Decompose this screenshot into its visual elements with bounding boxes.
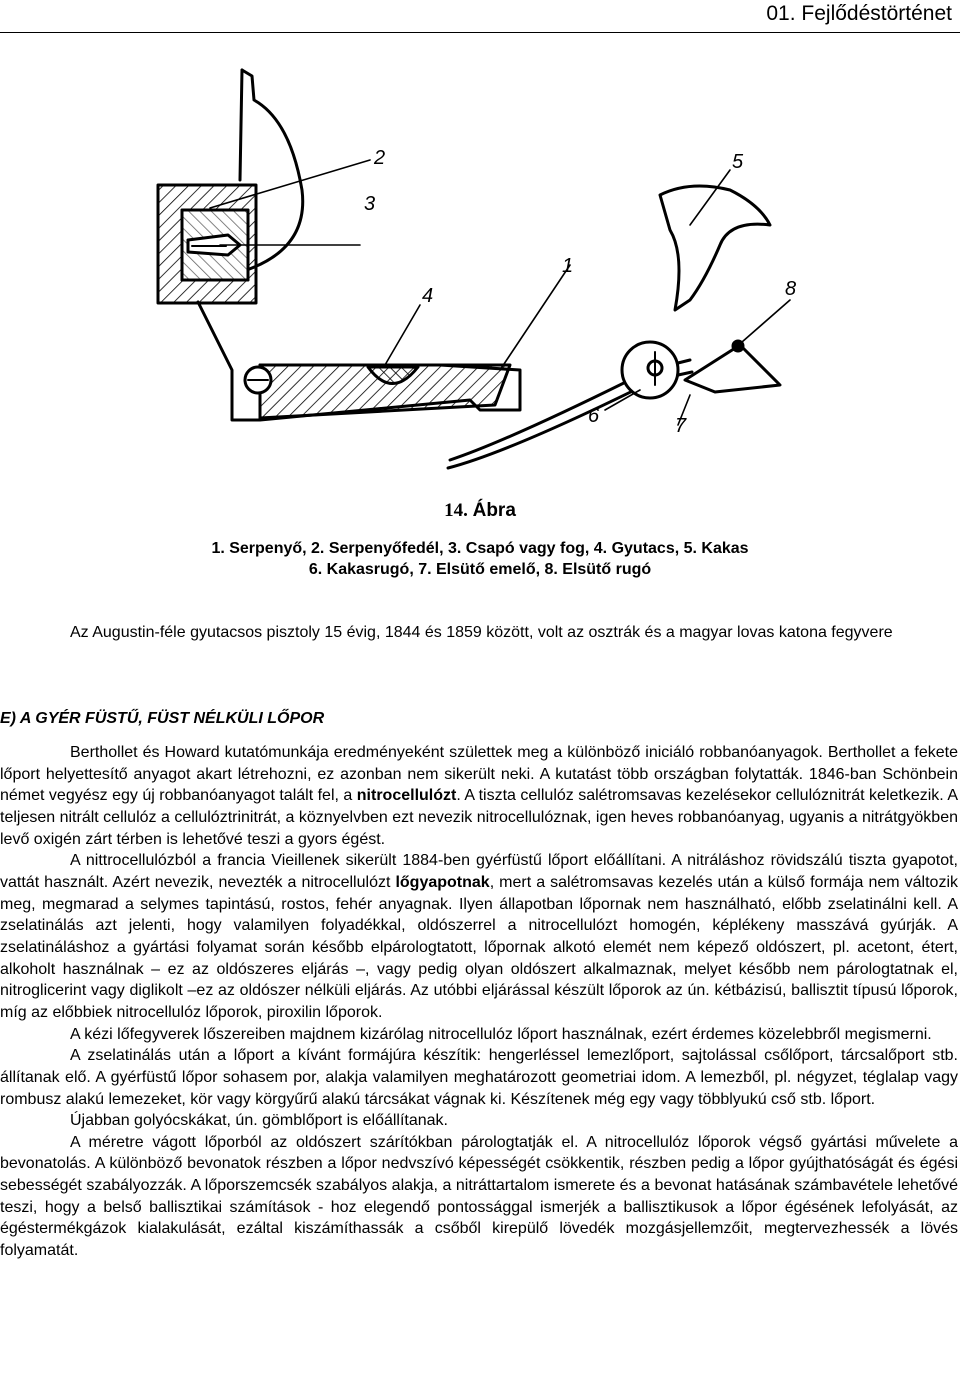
paragraph-6: A méretre vágott lőporból az oldószert szárítókban párologtatják el. A nitrocellulóz lőporok végső gyártási művelete a bevonatolás. A különböző bevonatok részben a lőpor nedvszívó képességét csökkentik, részben pedig a lőpor gyújthatóságát és égési sebességét szabályozzák. A lőporszemcsék szabályos alakja, a nitráttartalom ismerete és a bevonat hatásának számbavétele lehetővé teszi, hogy a belső ballisztikai számítások - hoz elegendő pontossággal ismerjék a ballisztikusok a lőpor égésének lefolyását, az égéstermékgázok kialakulását, ezáltal kiszámíthassák a csőből kirepülő lövedék mozgásjellemzőit, megtervezhessék a lövés folyamatát. [0,1133,958,1260]
paragraph-5: Újabban golyócskákat, ún. gömblőport is előállítanak. [70,1112,448,1130]
header-rule [0,32,960,33]
callout-6: 6 [588,405,600,427]
paragraph-4: A zselatinálás után a lőport a kívánt formájúra készítik: hengerléssel lemezlőport, sajtolással csőlőport, tárcsalőport stb. állítanak elő. A gyérfüstű lőpor sohasem por, alakja valamilyen meghatározott geometriai idom. A lemezből, pl. négyzet, téglalap vagy rombusz alakú lemezeket, kör vagy körgyűrű alakú tárcsákat vágnak ki. Készítenek még egy vagy többlyukú cső stb. lőport. [0,1047,958,1108]
figure-caption: Az Augustin-féle gyutacsos pisztoly 15 évig, 1844 és 1859 között, volt az osztrák és a magyar lovas katona fegyvere [70,624,893,641]
figure-label: Ábra [472,500,516,521]
legend-line-1: 1. Serpenyő, 2. Serpenyőfedél, 3. Csapó vagy fog, 4. Gyutacs, 5. Kakas [211,540,749,557]
callout-7: 7 [675,415,687,437]
callout-3: 3 [364,193,376,215]
callout-1: 1 [562,255,574,277]
paragraph-2: A nittrocellulózból a francia Vieillenek sikerült 1884-ben gyérfüstű lőport előállítani. A nitráláshoz rövidszálú tiszta gyapotot, vattát használt. Azért nevezik, nevezték a nitrocellulózt lőgyapotnak, mert a salétromsavas kezelés után a külső formája nem változik meg, megmarad a selymes tapintású, rostos, fehér anyagnak. Ilyen állapotban lőpornak nem használható, előbb zselatinálni kell. A zselatinálás azt jelenti, hogy valamilyen folyadékkal, oldószerrel a nitrocellulózt homogén, képlékeny masszává gyúrják. A zselatináláshoz a gyártási folyamat során később elpárologtatott, lőpornak alkotó elemét nem képező oldószert, pl. acetont, étert, alkoholt használnak – ez az oldószeres eljárás –, vagy pedig olyan oldószert alkalmaznak, melyet később nem párologtatnak el, nitroglicerint vagy diglikolt –ez az oldószer nélküli eljárás. Az utóbbi eljárással készült lőporok az ún. kétbázisú, ballisztit típusú lőporok, míg az előbbiek nitrocellulóz lőporok, piroxilin lőporok. [0,852,959,1021]
figure-number: 14. [444,500,468,521]
figure-legend [0,538,960,580]
pan-cover-stem [240,70,242,180]
callout-2: 2 [374,147,386,169]
figure-title [0,500,960,522]
hammer-part [660,186,770,310]
trigger-spring [685,345,780,392]
section-heading: E) A GYÉR FÜSTŰ, FÜST NÉLKÜLI LŐPOR [0,710,325,727]
callout-4: 4 [422,285,434,307]
callout-5: 5 [732,151,744,173]
chapter-header: 01. Fejlődéstörténet [766,2,952,25]
paragraph-3: A kézi lőfegyverek lőszereiben majdnem kizárólag nitrocellulóz lőport használnak, ezért érdemes közelebbről megismerni. [70,1025,932,1043]
legend-line-2: 6. Kakasrugó, 7. Elsütő emelő, 8. Elsütő rugó [308,561,652,578]
callout-8: 8 [785,278,797,300]
bold-term-logyapot: lőgyapotnak [395,873,490,891]
pistol-mechanism-drawing [130,40,850,500]
bold-term-nitrocellulozt: nitrocellulózt [356,787,457,805]
body-text [0,742,958,1262]
paragraph-1: Berthollet és Howard kutatómunkája eredményeként születtek meg a különböző iniciáló robbanóanyagok. Berthollet a fekete lőport helyettesítő anyagot akart létrehozni, ez azonban nem sikerült neki. A kutatást több országban folytatták. 1846-ban Schönbein német vegyész egy új robbanóanyagot talált fel, a nitrocellulózt. A tiszta cellulóz salétromsavas kezelésekor cellulóznitrát keletkezik. A teljesen nitrált cellulóz a cellulóztrinitrát, a köznyelvben ezt nevezik nitrocellulóznak, igen heves robbanóanyag, ugyanis a nitrátgyökben levő oxigén zárt térben is lehetővé teszi a gyors égést. [0,744,958,848]
